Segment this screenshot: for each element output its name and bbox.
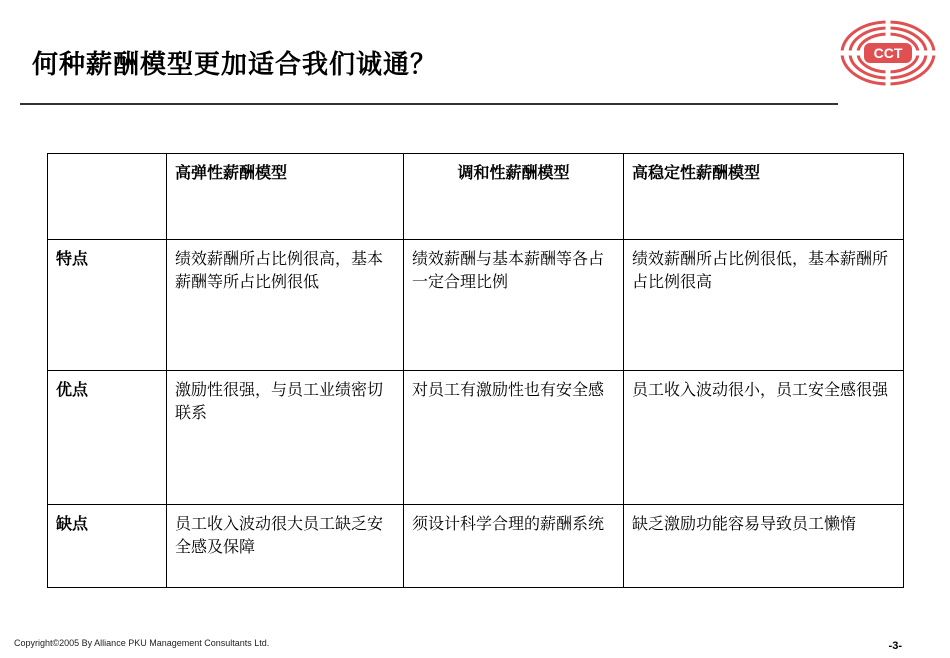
header-high-elasticity: 高弹性薪酬模型 [167,154,404,240]
page-title: 何种薪酬模型更加适合我们诚通？ [32,50,438,80]
row-label-advantages: 优点 [48,371,167,505]
header-balanced: 调和性薪酬模型 [404,154,624,240]
table-cell: 须设计科学合理的薪酬系统 [404,505,624,588]
table-cell: 绩效薪酬与基本薪酬等各占一定合理比例 [404,240,624,371]
title-divider [20,103,838,105]
row-label-features: 特点 [48,240,167,371]
header-corner [48,154,167,240]
table-cell: 员工收入波动很小，员工安全感很强 [624,371,904,505]
logo-text: CCT [873,45,903,61]
table-row [48,240,904,371]
row-label-disadvantages: 缺点 [48,505,167,588]
cct-logo [838,18,938,88]
table-cell: 对员工有激励性也有安全感 [404,371,624,505]
comparison-table [47,153,904,588]
table-cell: 缺乏激励功能容易导致员工懒惰 [624,505,904,588]
table-header-row [48,154,904,240]
copyright-text: Copyright©2005 By Alliance PKU Management Consultants Ltd. [14,638,270,648]
table-row [48,371,904,505]
table-cell: 绩效薪酬所占比例很高，基本薪酬等所占比例很低 [167,240,404,371]
table-cell: 激励性很强，与员工业绩密切联系 [167,371,404,505]
page-number: -3- [888,640,902,652]
table-row [48,505,904,588]
header-high-stability: 高稳定性薪酬模型 [624,154,904,240]
table-cell: 绩效薪酬所占比例很低，基本薪酬所占比例很高 [624,240,904,371]
table-cell: 员工收入波动很大员工缺乏安全感及保障 [167,505,404,588]
